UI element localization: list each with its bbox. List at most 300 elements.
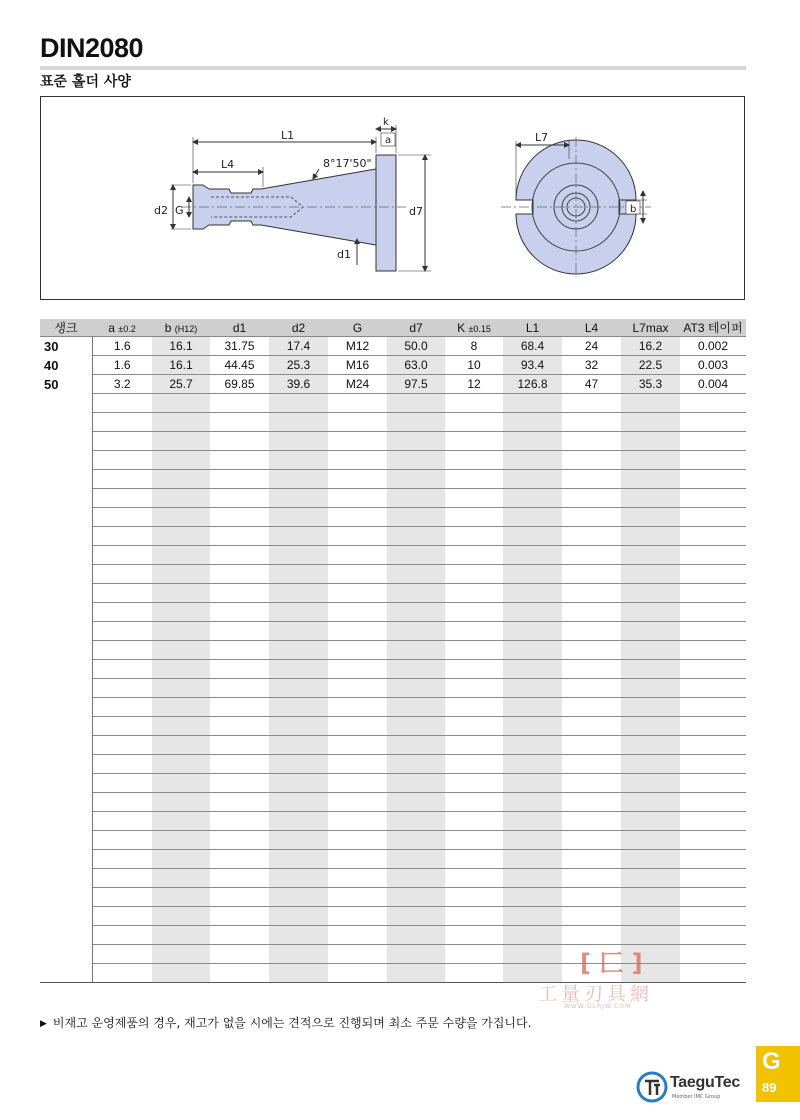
table-cell: [621, 793, 680, 812]
table-cell: [562, 413, 621, 432]
table-cell: [562, 774, 621, 793]
table-cell: [328, 432, 387, 451]
label-L1: L1: [281, 129, 295, 142]
table-cell: [445, 622, 503, 641]
table-cell: [503, 888, 562, 907]
table-cell: [269, 622, 328, 641]
table-cell: [562, 850, 621, 869]
table-cell: [503, 717, 562, 736]
table-cell: [210, 565, 269, 584]
table-cell: [328, 926, 387, 945]
watermark-url: WWW.GLRJW.COM: [564, 1003, 632, 1010]
table-cell: [328, 698, 387, 717]
brand-name: TaeguTec: [670, 1074, 740, 1091]
table-header-row: [40, 319, 746, 337]
table-cell: [562, 660, 621, 679]
table-row-empty: [40, 584, 746, 603]
table-cell: [152, 755, 210, 774]
table-cell: 0.004: [680, 375, 746, 394]
table-cell: [210, 831, 269, 850]
table-cell: [562, 888, 621, 907]
column-header-label: d1: [232, 320, 247, 335]
table-cell: [152, 793, 210, 812]
table-cell: [328, 869, 387, 888]
shank-cell: [40, 660, 92, 679]
table-cell: [503, 413, 562, 432]
table-cell: 47: [562, 375, 621, 394]
table-cell: [621, 736, 680, 755]
table-cell: [680, 812, 746, 831]
table-cell: [269, 907, 328, 926]
table-cell: [562, 641, 621, 660]
shank-cell: [40, 470, 92, 489]
shank-cell: [40, 812, 92, 831]
table-row-empty: [40, 907, 746, 926]
table-cell: [210, 736, 269, 755]
table-cell: [210, 394, 269, 413]
table-cell: [210, 470, 269, 489]
table-cell: [92, 584, 152, 603]
table-cell: [445, 964, 503, 983]
column-header-tolerance: ±0.15: [468, 323, 491, 334]
table-cell: [445, 698, 503, 717]
table-cell: [269, 451, 328, 470]
label-b: b: [630, 204, 637, 215]
table-row: [40, 337, 746, 356]
table-cell: [387, 736, 445, 755]
table-cell: [621, 584, 680, 603]
table-cell: [621, 565, 680, 584]
table-cell: [92, 793, 152, 812]
table-cell: [445, 907, 503, 926]
table-cell: [92, 755, 152, 774]
table-cell: [562, 584, 621, 603]
shank-cell: [40, 964, 92, 983]
table-cell: [503, 394, 562, 413]
table-cell: [92, 945, 152, 964]
table-cell: M24: [328, 375, 387, 394]
table-cell: [92, 622, 152, 641]
table-cell: [152, 603, 210, 622]
table-cell: [621, 812, 680, 831]
table-cell: [562, 679, 621, 698]
table-cell: [621, 603, 680, 622]
table-cell: [210, 508, 269, 527]
table-cell: [210, 945, 269, 964]
table-cell: M12: [328, 337, 387, 356]
table-cell: [92, 831, 152, 850]
table-cell: [152, 641, 210, 660]
table-cell: [680, 489, 746, 508]
section-letter: G: [762, 1048, 781, 1075]
table-cell: [92, 470, 152, 489]
table-cell: [503, 926, 562, 945]
table-cell: [503, 850, 562, 869]
shank-cell: [40, 736, 92, 755]
table-row-empty: [40, 679, 746, 698]
table-row-empty: [40, 527, 746, 546]
table-cell: [445, 451, 503, 470]
table-cell: [562, 717, 621, 736]
table-cell: [92, 660, 152, 679]
table-row-empty: [40, 394, 746, 413]
table-cell: [152, 736, 210, 755]
column-header: [680, 319, 746, 337]
table-cell: [269, 793, 328, 812]
watermark: [538, 943, 678, 1013]
table-cell: [328, 945, 387, 964]
table-cell: 1.6: [92, 356, 152, 375]
table-cell: [445, 926, 503, 945]
table-cell: [269, 565, 328, 584]
table-cell: [621, 470, 680, 489]
table-row: [40, 375, 746, 394]
table-row-empty: [40, 413, 746, 432]
table-cell: [269, 850, 328, 869]
table-cell: [445, 869, 503, 888]
table-cell: [328, 736, 387, 755]
shank-cell: 50: [40, 375, 92, 394]
table-cell: [680, 831, 746, 850]
column-header-label: L1: [525, 320, 540, 335]
watermark-logo: [ 匚 ]: [580, 949, 643, 977]
shank-cell: [40, 888, 92, 907]
table-cell: [621, 831, 680, 850]
label-angle: 8°17'50": [323, 157, 372, 170]
table-cell: [621, 527, 680, 546]
table-cell: [387, 907, 445, 926]
table-cell: [328, 793, 387, 812]
table-cell: [328, 584, 387, 603]
title-divider: [40, 66, 746, 70]
table-cell: [328, 413, 387, 432]
table-cell: [269, 717, 328, 736]
table-cell: [387, 717, 445, 736]
table-cell: [680, 584, 746, 603]
table-cell: [328, 527, 387, 546]
table-row-empty: [40, 717, 746, 736]
table-cell: [503, 755, 562, 774]
table-cell: [445, 508, 503, 527]
column-header: [269, 319, 328, 337]
table-cell: [387, 603, 445, 622]
table-cell: [621, 622, 680, 641]
table-cell: [92, 394, 152, 413]
table-cell: [269, 527, 328, 546]
table-cell: [269, 869, 328, 888]
table-cell: [680, 508, 746, 527]
table-row-empty: [40, 850, 746, 869]
table-cell: [328, 622, 387, 641]
table-cell: 8: [445, 337, 503, 356]
table-cell: [210, 755, 269, 774]
table-cell: [152, 717, 210, 736]
table-cell: [680, 850, 746, 869]
table-cell: [387, 470, 445, 489]
table-cell: [152, 679, 210, 698]
table-cell: [152, 432, 210, 451]
table-cell: [680, 679, 746, 698]
table-cell: [328, 489, 387, 508]
table-cell: [387, 698, 445, 717]
table-row-empty: [40, 736, 746, 755]
table-cell: [503, 869, 562, 888]
table-cell: [562, 869, 621, 888]
table-cell: [92, 565, 152, 584]
table-cell: [445, 546, 503, 565]
label-G: G: [175, 204, 184, 217]
table-cell: [680, 565, 746, 584]
table-cell: 31.75: [210, 337, 269, 356]
column-header-label: K: [457, 320, 466, 335]
table-cell: [503, 603, 562, 622]
table-cell: 25.7: [152, 375, 210, 394]
table-cell: [269, 679, 328, 698]
table-cell: [503, 546, 562, 565]
table-cell: [210, 869, 269, 888]
table-cell: [92, 603, 152, 622]
table-cell: [445, 527, 503, 546]
table-cell: [680, 888, 746, 907]
table-cell: [328, 888, 387, 907]
table-cell: [210, 527, 269, 546]
shank-cell: [40, 394, 92, 413]
table-cell: [210, 850, 269, 869]
column-header-label: L4: [584, 320, 599, 335]
table-cell: [269, 964, 328, 983]
table-cell: [210, 489, 269, 508]
table-cell: [445, 470, 503, 489]
table-row-empty: [40, 565, 746, 584]
side-view: [154, 117, 431, 271]
column-header-label: L7max: [632, 320, 669, 335]
table-cell: [445, 888, 503, 907]
table-cell: [680, 793, 746, 812]
table-cell: [210, 888, 269, 907]
table-cell: [445, 793, 503, 812]
table-cell: [562, 489, 621, 508]
column-header: [40, 319, 92, 337]
table-cell: [269, 641, 328, 660]
table-cell: [621, 926, 680, 945]
table-cell: [387, 679, 445, 698]
table-cell: [387, 394, 445, 413]
table-cell: [269, 945, 328, 964]
column-header: [152, 319, 210, 337]
table-cell: [92, 964, 152, 983]
column-header: [328, 319, 387, 337]
table-cell: [445, 679, 503, 698]
column-header: [503, 319, 562, 337]
section-subtitle: 표준 홀더 사양: [40, 74, 131, 90]
table-cell: [680, 717, 746, 736]
table-cell: [92, 698, 152, 717]
column-header: [445, 319, 503, 337]
label-L7: L7: [535, 131, 549, 144]
table-cell: [328, 603, 387, 622]
table-row-empty: [40, 755, 746, 774]
table-cell: [152, 907, 210, 926]
table-cell: [210, 964, 269, 983]
table-cell: [562, 926, 621, 945]
table-cell: [210, 698, 269, 717]
table-cell: [210, 603, 269, 622]
column-header-tolerance: (H12): [174, 323, 198, 334]
table-cell: 50.0: [387, 337, 445, 356]
table-row-empty: [40, 926, 746, 945]
table-cell: [562, 736, 621, 755]
table-cell: [387, 793, 445, 812]
table-cell: 39.6: [269, 375, 328, 394]
table-cell: [387, 831, 445, 850]
table-cell: [210, 622, 269, 641]
table-cell: M16: [328, 356, 387, 375]
drawing-svg: [41, 97, 746, 301]
table-cell: [92, 413, 152, 432]
table-cell: [562, 546, 621, 565]
table-cell: [445, 603, 503, 622]
shank-cell: [40, 926, 92, 945]
label-d1: d1: [337, 248, 351, 261]
table-cell: [92, 907, 152, 926]
table-cell: [387, 565, 445, 584]
table-cell: [387, 432, 445, 451]
table-cell: [152, 527, 210, 546]
label-k: k: [383, 117, 389, 128]
table-cell: [562, 831, 621, 850]
table-cell: [210, 546, 269, 565]
table-cell: [328, 964, 387, 983]
table-cell: [562, 394, 621, 413]
shank-cell: [40, 489, 92, 508]
table-cell: [152, 926, 210, 945]
table-cell: [269, 508, 328, 527]
table-cell: [152, 831, 210, 850]
table-cell: [387, 812, 445, 831]
table-cell: [210, 717, 269, 736]
label-a: a: [385, 135, 392, 146]
table-cell: [387, 641, 445, 660]
table-cell: [269, 584, 328, 603]
table-cell: [503, 470, 562, 489]
brand-logo: [636, 1071, 748, 1107]
table-cell: [269, 812, 328, 831]
table-cell: [621, 432, 680, 451]
table-cell: [152, 546, 210, 565]
column-header: [210, 319, 269, 337]
table-cell: [680, 869, 746, 888]
table-cell: [210, 926, 269, 945]
table-cell: [503, 774, 562, 793]
table-cell: [328, 508, 387, 527]
table-cell: [152, 850, 210, 869]
table-cell: 25.3: [269, 356, 328, 375]
table-cell: [445, 850, 503, 869]
table-cell: [680, 527, 746, 546]
table-cell: [621, 717, 680, 736]
table-row-empty: [40, 641, 746, 660]
table-cell: [503, 489, 562, 508]
table-cell: [621, 679, 680, 698]
table-cell: [562, 451, 621, 470]
table-row-empty: [40, 546, 746, 565]
table-cell: [621, 850, 680, 869]
table-cell: [621, 755, 680, 774]
table-cell: [92, 774, 152, 793]
table-cell: [328, 850, 387, 869]
table-cell: [92, 432, 152, 451]
table-cell: [621, 698, 680, 717]
footnote-text: 비재고 운영제품의 경우, 재고가 없을 시에는 견적으로 진행되며 최소 주문 수량을 가집니다.: [52, 1016, 532, 1030]
table-cell: 1.6: [92, 337, 152, 356]
table-cell: [328, 641, 387, 660]
table-cell: [269, 755, 328, 774]
table-cell: [445, 774, 503, 793]
table-cell: [562, 565, 621, 584]
table-cell: [269, 470, 328, 489]
table-cell: 35.3: [621, 375, 680, 394]
shank-cell: [40, 451, 92, 470]
column-header-tolerance: ±0.2: [118, 323, 136, 334]
section-tab: [756, 1046, 800, 1102]
column-header-label: b: [164, 320, 172, 335]
table-cell: [328, 717, 387, 736]
table-cell: 3.2: [92, 375, 152, 394]
table-cell: [92, 736, 152, 755]
spec-table: [40, 319, 746, 983]
table-cell: 22.5: [621, 356, 680, 375]
table-cell: [503, 451, 562, 470]
table-cell: [445, 489, 503, 508]
table-cell: [92, 812, 152, 831]
table-cell: [328, 907, 387, 926]
table-row-empty: [40, 603, 746, 622]
table-cell: [269, 698, 328, 717]
table-cell: [328, 774, 387, 793]
table-cell: [387, 945, 445, 964]
table-cell: [152, 622, 210, 641]
table-cell: [621, 508, 680, 527]
table-cell: [92, 489, 152, 508]
table-cell: [387, 660, 445, 679]
shank-cell: [40, 850, 92, 869]
end-view: [501, 131, 651, 277]
table-row-empty: [40, 432, 746, 451]
table-row-empty: [40, 793, 746, 812]
table-cell: [92, 679, 152, 698]
shank-cell: [40, 584, 92, 603]
triangle-bullet-icon: ▶: [40, 1019, 47, 1029]
table-cell: [503, 679, 562, 698]
table-row-empty: [40, 622, 746, 641]
table-cell: [210, 584, 269, 603]
table-cell: [92, 926, 152, 945]
table-cell: [387, 888, 445, 907]
table-cell: [328, 394, 387, 413]
table-cell: [387, 508, 445, 527]
table-cell: [328, 660, 387, 679]
shank-cell: [40, 831, 92, 850]
table-cell: [562, 603, 621, 622]
page-number: 89: [762, 1080, 777, 1095]
table-cell: [445, 945, 503, 964]
shank-cell: [40, 774, 92, 793]
shank-cell: [40, 869, 92, 888]
shank-cell: [40, 717, 92, 736]
table-cell: [152, 964, 210, 983]
table-cell: 63.0: [387, 356, 445, 375]
table-cell: [445, 831, 503, 850]
